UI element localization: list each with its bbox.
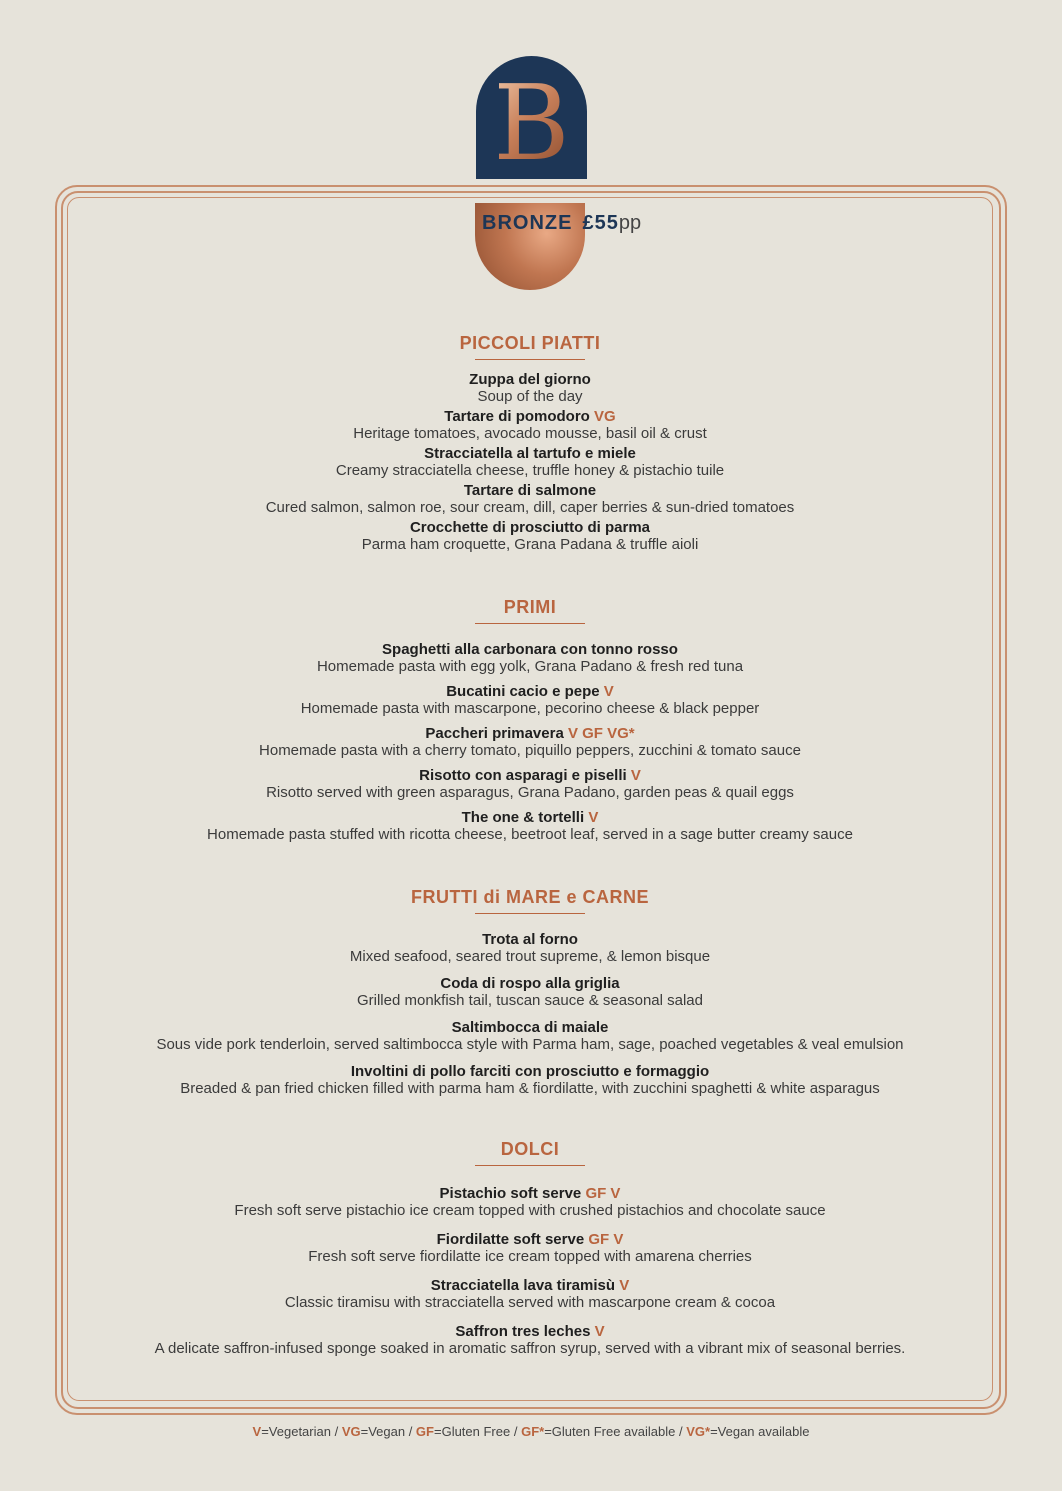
dietary-tags: V GF VG* <box>567 725 635 742</box>
logo-letter: B <box>493 61 570 179</box>
legend-meaning: =Gluten Free available <box>544 1424 676 1439</box>
item-name: Saffron tres leches <box>455 1323 591 1340</box>
dietary-tags: V <box>594 1323 605 1340</box>
item-description: Fresh soft serve fiordilatte ice cream topped with amarena cherries <box>308 1248 752 1265</box>
dietary-tags: V <box>630 767 641 784</box>
legend-meaning: =Vegan available <box>710 1424 810 1439</box>
item-name: Fiordilatte soft serve <box>436 1231 585 1248</box>
menu-item <box>80 1063 980 1097</box>
item-description: Homemade pasta stuffed with ricotta cheese, beetroot leaf, served in a sage butter creamy sauce <box>207 826 853 843</box>
item-name: Paccheri primavera <box>425 725 564 742</box>
item-description: Mixed seafood, seared trout supreme, & lemon bisque <box>349 948 711 965</box>
item-description: Breaded & pan fried chicken filled with parma ham & fiordilatte, with zucchini spaghetti & white asparagus <box>180 1080 880 1097</box>
section-rule <box>475 359 585 360</box>
item-name: Stracciatella al tartufo e miele <box>424 445 636 462</box>
menu-item <box>80 725 980 759</box>
item-description: Creamy stracciatella cheese, truffle honey & pistachio tuile <box>335 462 725 479</box>
menu-item <box>80 683 980 717</box>
item-description: Heritage tomatoes, avocado mousse, basil oil & crust <box>353 425 707 442</box>
dietary-tags: V <box>588 809 599 826</box>
legend-meaning: =Vegetarian <box>261 1424 331 1439</box>
section-title: DOLCI <box>500 1139 560 1159</box>
legend-code: V <box>252 1424 262 1439</box>
dietary-tags: VG <box>594 408 616 425</box>
menu-item <box>80 408 980 442</box>
section-rule <box>475 913 585 914</box>
legend-code: VG* <box>686 1424 711 1439</box>
item-name: The one & tortelli <box>461 809 585 826</box>
menu-item <box>80 767 980 801</box>
item-name: Risotto con asparagi e piselli <box>419 767 627 784</box>
legend-meaning: =Gluten Free <box>433 1424 511 1439</box>
item-name: Coda di rospo alla griglia <box>440 975 620 992</box>
item-name: Tartare di pomodoro <box>444 408 590 425</box>
menu-item <box>80 1323 980 1357</box>
section-rule <box>475 623 585 624</box>
dietary-legend: V=Vegetarian / VG=Vegan / GF=Gluten Free / GF*=Gluten Free available / VG*=Vegan available <box>252 1424 810 1439</box>
legend-meaning: =Vegan <box>360 1424 406 1439</box>
menu-item <box>80 482 980 516</box>
item-description: A delicate saffron-infused sponge soaked in aromatic saffron syrup, served with a vibrant mix of seasonal berries. <box>154 1340 906 1357</box>
menu-item <box>80 975 980 1009</box>
tier-heading <box>482 212 641 235</box>
item-name: Pistachio soft serve <box>439 1185 582 1202</box>
item-description: Homemade pasta with a cherry tomato, piquillo peppers, zucchini & tomato sauce <box>259 742 801 759</box>
item-description: Cured salmon, salmon roe, sour cream, dill, caper berries & sun-dried tomatoes <box>265 499 795 516</box>
tier-name: BRONZE <box>482 212 573 234</box>
section-frutti-di-mare-e-carne <box>80 886 980 1102</box>
section-dolci <box>80 1138 980 1362</box>
item-description: Risotto served with green asparagus, Grana Padano, garden peas & quail eggs <box>266 784 794 801</box>
dietary-tags: V <box>619 1277 630 1294</box>
logo <box>476 56 587 179</box>
legend-code: GF <box>415 1424 434 1439</box>
section-piccoli-piatti <box>80 332 980 558</box>
item-name: Involtini di pollo farciti con prosciutto e formaggio <box>350 1063 710 1080</box>
section-title: FRUTTI di MARE e CARNE <box>411 887 649 907</box>
item-description: Sous vide pork tenderloin, served saltimbocca style with Parma ham, sage, poached vegetables & veal emulsion <box>156 1036 904 1053</box>
menu-item <box>80 1231 980 1265</box>
item-description: Parma ham croquette, Grana Padana & truffle aioli <box>361 536 699 553</box>
item-description: Soup of the day <box>477 388 583 405</box>
item-name: Crocchette di prosciutto di parma <box>409 519 651 536</box>
item-name: Saltimbocca di maiale <box>451 1019 609 1036</box>
dietary-tags: GF V <box>588 1231 624 1248</box>
menu-item <box>80 641 980 675</box>
menu-item <box>80 1185 980 1219</box>
menu-item <box>80 1277 980 1311</box>
item-name: Stracciatella lava tiramisù <box>430 1277 616 1294</box>
menu-item <box>80 371 980 405</box>
item-description: Homemade pasta with mascarpone, pecorino cheese & black pepper <box>300 700 760 717</box>
item-name: Spaghetti alla carbonara con tonno rosso <box>382 641 678 658</box>
menu-item <box>80 809 980 843</box>
item-description: Fresh soft serve pistachio ice cream topped with crushed pistachios and chocolate sauce <box>234 1202 826 1219</box>
menu-item <box>80 1019 980 1053</box>
item-name: Bucatini cacio e pepe <box>446 683 600 700</box>
item-description: Homemade pasta with egg yolk, Grana Padano & fresh red tuna <box>316 658 744 675</box>
dietary-tags: V <box>603 683 614 700</box>
legend-code: GF* <box>521 1424 545 1439</box>
menu-item <box>80 931 980 965</box>
section-title: PRIMI <box>503 597 557 617</box>
item-name: Tartare di salmone <box>463 482 597 499</box>
section-title: PICCOLI PIATTI <box>459 333 601 353</box>
item-name: Zuppa del giorno <box>469 371 591 388</box>
section-rule <box>475 1165 585 1166</box>
tier-price: £55 <box>582 212 619 234</box>
tier-unit: pp <box>618 212 642 234</box>
legend-code: VG <box>341 1424 361 1439</box>
item-description: Classic tiramisu with stracciatella served with mascarpone cream & cocoa <box>284 1294 776 1311</box>
menu-item <box>80 519 980 553</box>
item-description: Grilled monkfish tail, tuscan sauce & seasonal salad <box>356 992 703 1009</box>
section-primi <box>80 596 980 848</box>
dietary-tags: GF V <box>585 1185 621 1202</box>
menu-item <box>80 445 980 479</box>
item-name: Trota al forno <box>482 931 578 948</box>
